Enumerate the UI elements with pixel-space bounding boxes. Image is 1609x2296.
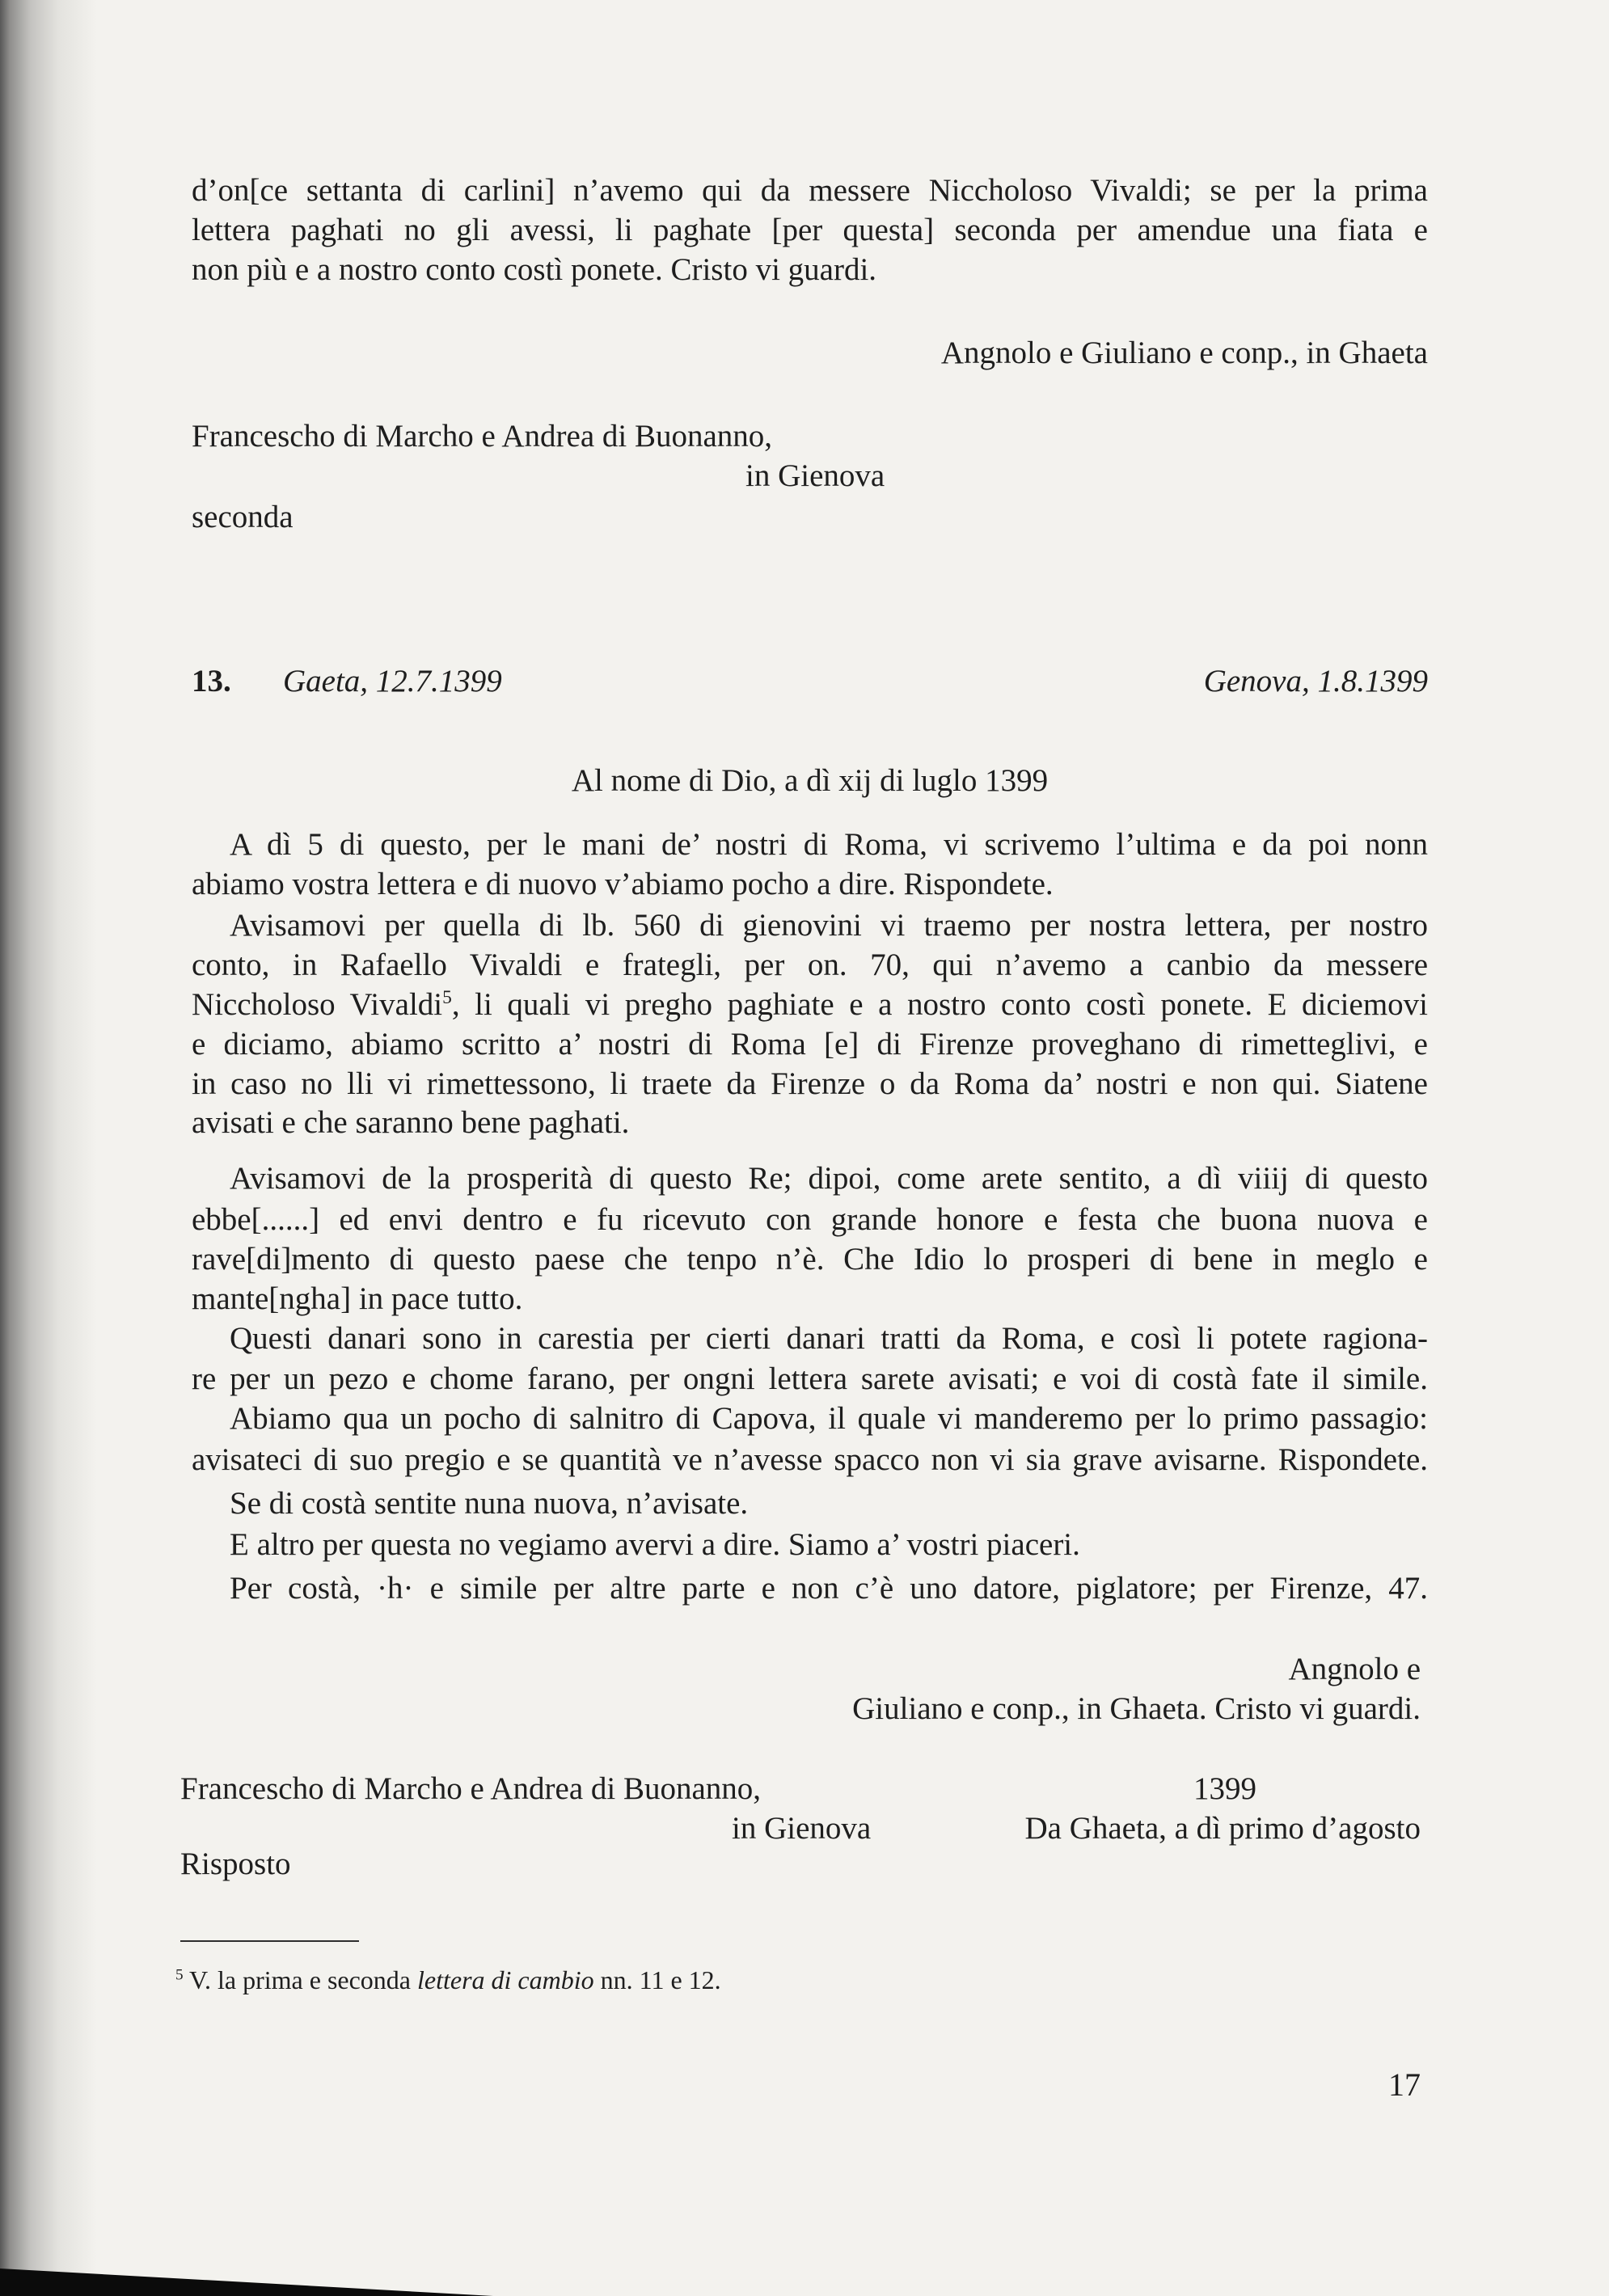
addressee-name: Francescho di Marcho e Andrea di Buonanno, <box>180 1771 762 1806</box>
footnote-rule <box>180 1940 359 1942</box>
letter-origin: Gaeta, 12.7.1399 <box>283 664 502 699</box>
text-line: avisati e che saranno bene paghati. <box>192 1105 630 1140</box>
text-line: lettera paghati no gli avessi, li paghate [per questa] seconda per amendue una fiata e <box>192 213 1428 247</box>
text-line: Avisamovi de la prosperità di questo Re; dipoi, come arete sentito, a dì viiij di questo <box>230 1161 1428 1196</box>
footnote-refs: nn. 11 e 12. <box>600 1965 721 1994</box>
letter-number: 13. <box>192 664 231 699</box>
footnote-mark: 5 <box>175 1966 184 1984</box>
text-line: rave[di]mento di questo paese che tenpo n’è. Che Idio lo prosperi di bene in meglo e <box>192 1242 1428 1277</box>
text-line: non più e a nostro conto costì ponete. Cristo vi guardi. <box>192 252 877 287</box>
text-line: Per costà, ·h· e simile per altre parte e non c’è uno datore, piglatore; per Firenze, 47. <box>230 1571 1428 1606</box>
addressee-place: in Gienova <box>745 458 885 493</box>
sender-signature: Angnolo e Giuliano e conp., in Ghaeta <box>940 336 1428 370</box>
signature-line: Angnolo e <box>1288 1652 1421 1686</box>
text-line: in caso no lli vi rimettessono, li traete da Firenze o da Roma da’ nostri e non qui. Siatene <box>192 1066 1428 1101</box>
footnote-title: lettera di cambio <box>417 1965 594 1994</box>
footnote-ref: 5 <box>442 986 452 1008</box>
text-line: Avisamovi per quella di lb. 560 di gienovini vi traemo per nostra lettera, per nostro <box>230 908 1428 943</box>
text-line: ebbe[......] ed envi dentro e fu ricevuto con grande honore e festa che buona nuova e <box>192 1202 1428 1237</box>
text-line: abiamo vostra lettera e di nuovo v’abiamo pocho a dire. Rispondete. <box>192 867 1054 901</box>
endorsement-note: seconda <box>192 500 294 534</box>
text-segment: , li quali vi pregho paghiate e a nostro conto costì ponete. E diciemovi <box>451 987 1428 1022</box>
text-line: conto, in Rafaello Vivaldi e frategli, per on. 70, qui n’avemo a canbio da messere <box>192 948 1428 982</box>
text-line: e diciamo, abiamo scritto a’ nostri di Roma [e] di Firenze proveghano di rimetteglivi, e <box>192 1027 1428 1061</box>
text-segment: Niccholoso Vivaldi <box>192 987 443 1022</box>
addressee-place: in Gienova <box>732 1811 872 1846</box>
text-line: mante[ngha] in pace tutto. <box>192 1281 523 1316</box>
receipt-note: Da Ghaeta, a dì primo d’agosto <box>1024 1811 1421 1846</box>
page-number: 17 <box>1388 2066 1421 2103</box>
text-line: Abiamo qua un pocho di salnitro di Capova, il quale vi manderemo per lo primo passagio: <box>230 1401 1428 1436</box>
text-line <box>192 985 1428 1024</box>
text-line: E altro per questa no vegiamo avervi a dire. Siamo a’ vostri piaceri. <box>230 1527 1080 1562</box>
footnote-text: V. la prima e seconda <box>189 1965 411 1994</box>
receipt-year: 1399 <box>1193 1771 1256 1806</box>
text-line: Questi danari sono in carestia per cierti danari tratti da Roma, e così li potete ragiona- <box>230 1321 1428 1356</box>
text-line: A dì 5 di questo, per le mani de’ nostri di Roma, vi scrivemo l’ultima e da poi nonn <box>230 827 1428 862</box>
letter-destination: Genova, 1.8.1399 <box>1203 664 1428 699</box>
text-line: re per un pezo e chome farano, per ongni lettera sarete avisati; e voi di costà fate il simile. <box>192 1361 1428 1396</box>
invocation: Al nome di Dio, a dì xij di luglo 1399 <box>571 763 1049 798</box>
reply-note: Risposto <box>180 1847 291 1881</box>
signature-line: Giuliano e conp., in Ghaeta. Cristo vi guardi. <box>852 1691 1421 1726</box>
addressee-name: Francescho di Marcho e Andrea di Buonanno, <box>192 419 773 454</box>
text-line: Se di costà sentite nuna nuova, n’avisate. <box>230 1486 749 1521</box>
text-line: d’on[ce settanta di carlini] n’avemo qui da messere Niccholoso Vivaldi; se per la prima <box>192 173 1428 208</box>
footnote <box>175 1964 721 1996</box>
text-line: avisateci di suo pregio e se quantità ve n’avesse spacco non vi sia grave avisarne. Rispondete. <box>192 1442 1428 1477</box>
